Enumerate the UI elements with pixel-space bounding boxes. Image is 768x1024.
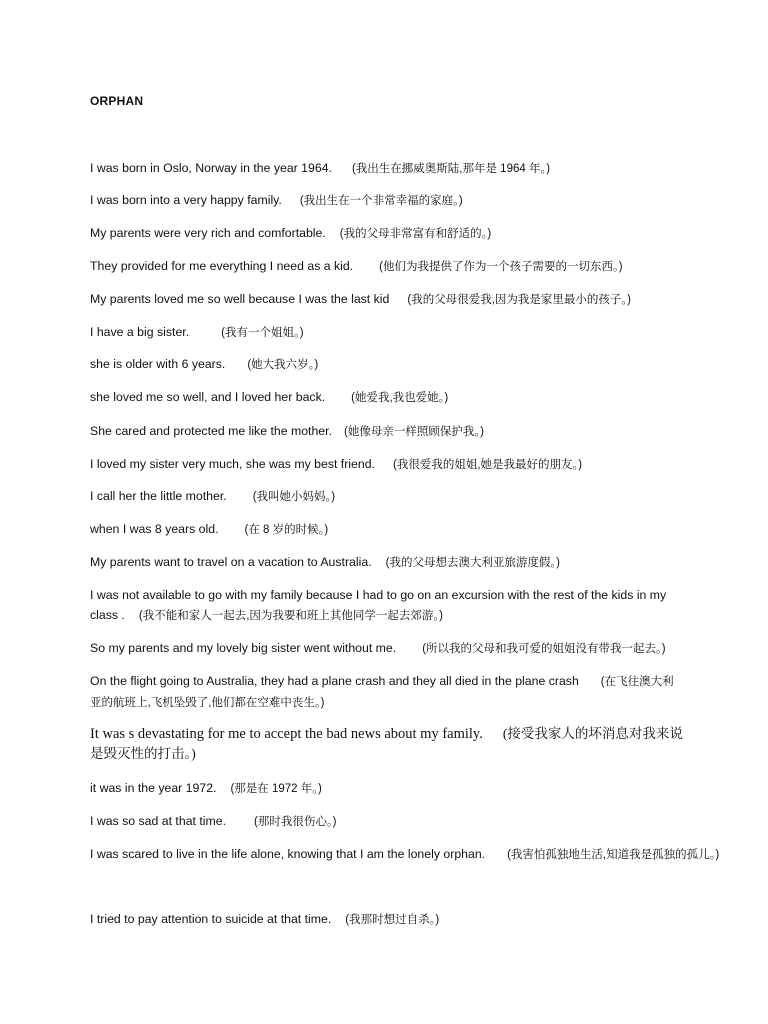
text-line: [90, 387, 685, 408]
text-line: [90, 289, 685, 310]
text-line: [90, 354, 685, 375]
chinese-translation: (我叫她小妈妈。): [252, 491, 336, 503]
text-line: [90, 811, 685, 832]
english-text: she is older with 6 years.: [90, 357, 226, 371]
english-text: I tried to pay attention to suicide at that time.: [90, 912, 332, 926]
chinese-translation: (所以我的父母和我可爱的姐姐没有带我一起去。): [422, 643, 666, 655]
text-line: [90, 158, 685, 179]
english-text: It was s devastating for me to accept the bad news about my family.: [90, 726, 483, 742]
english-text: So my parents and my lovely big sister went without me.: [90, 641, 397, 655]
text-line: [90, 486, 685, 507]
text-line: [90, 909, 685, 930]
text-line: [90, 778, 685, 799]
english-text: when I was 8 years old.: [90, 522, 219, 536]
chinese-translation: (她爱我,我也爱她。): [351, 392, 449, 404]
text-line: [90, 256, 685, 277]
chinese-translation: (我害怕孤独地生活,知道我是孤独的孤儿。): [507, 849, 720, 861]
english-text: I was born into a very happy family.: [90, 193, 282, 207]
chinese-translation: (他们为我提供了作为一个孩子需要的一切东西。): [379, 261, 623, 273]
text-line: [90, 585, 685, 626]
chinese-translation: (那时我很伤心。): [254, 816, 337, 828]
text-line: [90, 552, 685, 573]
english-text: My parents want to travel on a vacation to Australia.: [90, 555, 372, 569]
text-line: [90, 454, 685, 475]
english-text: They provided for me everything I need as a kid.: [90, 259, 354, 273]
chinese-translation: (我不能和家人一起去,因为我要和班上其他同学一起去郊游。): [138, 610, 443, 622]
text-line: [90, 724, 685, 764]
english-text: I call her the little mother.: [90, 489, 227, 503]
chinese-translation: (我出生在挪威奥斯陆,那年是 1964 年。): [351, 163, 551, 175]
chinese-translation: (我有一个姐姐。): [221, 327, 304, 339]
english-text: I was scared to live in the life alone, knowing that I am the lonely orphan.: [90, 847, 486, 861]
chinese-translation: (她大我六岁。): [247, 359, 319, 371]
text-line: [90, 190, 685, 211]
chinese-translation: (我出生在一个非常幸福的家庭。): [299, 195, 463, 207]
english-text: I was so sad at that time.: [90, 814, 227, 828]
text-line: [90, 671, 685, 713]
text-line: [90, 322, 685, 343]
english-text: She cared and protected me like the mother.: [90, 424, 332, 438]
text-line: [90, 223, 685, 244]
english-text: My parents were very rich and comfortable.: [90, 226, 326, 240]
english-text: she loved me so well, and I loved her back.: [90, 390, 326, 404]
chinese-translation: (在飞往澳大利亚的航班上,飞机坠毁了,他们都在空难中丧生。): [90, 676, 674, 709]
english-text: I have a big sister.: [90, 325, 190, 339]
english-text: I loved my sister very much, she was my best friend.: [90, 457, 375, 471]
text-line: [90, 844, 720, 865]
english-text: it was in the year 1972.: [90, 781, 217, 795]
english-text: On the flight going to Australia, they had a plane crash and they all died in the plane crash: [90, 674, 579, 688]
chinese-translation: (她像母亲一样照顾保护我。): [343, 426, 484, 438]
chinese-translation: (我的父母非常富有和舒适的。): [339, 228, 492, 240]
chinese-translation: (我那时想过自杀。): [345, 914, 440, 926]
document-title: ORPHAN: [90, 94, 144, 108]
english-text: My parents loved me so well because I was the last kid: [90, 292, 390, 306]
chinese-translation: (在 8 岁的时候。): [244, 524, 329, 536]
chinese-translation: (那是在 1972 年。): [230, 783, 322, 795]
chinese-translation: (我的父母想去澳大利亚旅游度假。): [385, 557, 561, 569]
english-text: I was not available to go with my family because I had to go on an excursion with the rest of the kids in my class .: [90, 588, 667, 622]
text-line: [90, 519, 685, 540]
chinese-translation: (我的父母很爱我,因为我是家里最小的孩子。): [407, 294, 631, 306]
text-line: [90, 421, 685, 442]
document-page: [90, 0, 720, 1024]
chinese-translation: (接受我家人的坏消息对我来说是毁灭性的打击。): [90, 726, 683, 761]
text-line: [90, 638, 685, 659]
chinese-translation: (我很爱我的姐姐,她是我最好的朋友。): [392, 459, 583, 471]
english-text: I was born in Oslo, Norway in the year 1964.: [90, 161, 332, 175]
